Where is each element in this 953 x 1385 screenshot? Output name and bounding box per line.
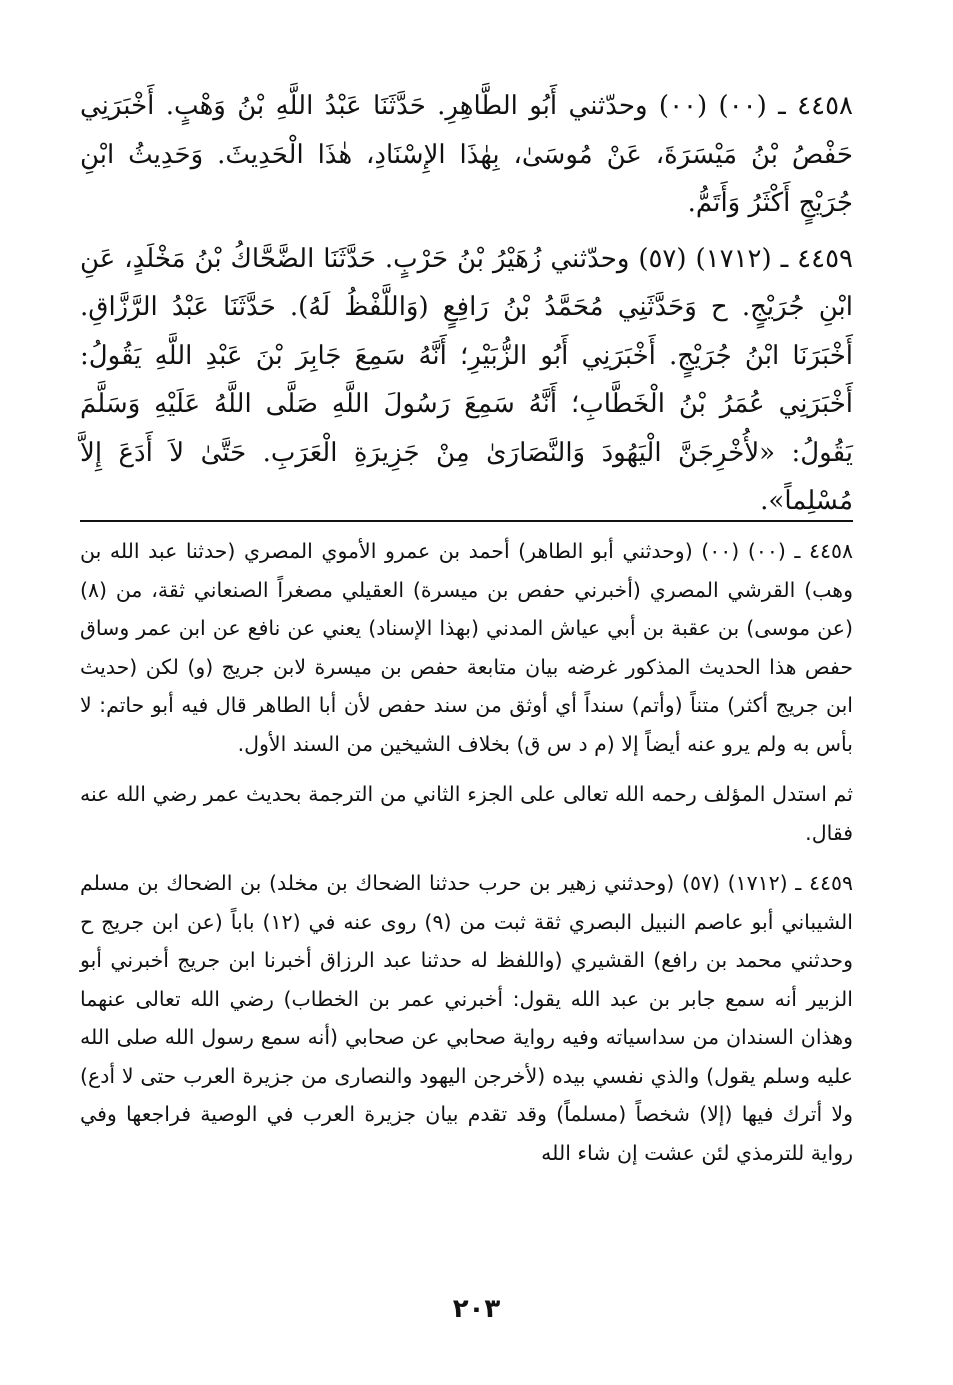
- hadith-paragraph-4458: ٤٤٥٨ ـ (٠٠) (٠٠) وحدّثني أَبُو الطَّاهِرِ. حَدَّثَنَا عَبْدُ اللَّهِ بْنُ وَهْبٍ. أَخْبَرَنِي حَفْصُ بْنُ مَيْسَرَةَ، عَنْ مُوسَىٰ، بِهٰذَا الإِسْنَادِ، هٰذَا الْحَدِيثَ. وَحَدِيثُ ابْنِ جُرَيْجٍ أَكْثَرُ وَأَتَمُّ.: [80, 91, 853, 218]
- commentary-paragraph-4459: ٤٤٥٩ ـ (١٧١٢) (٥٧) (وحدثني زهير بن حرب حدثنا الضحاك بن مخلد) بن الضحاك بن مسلم الشيباني أبو عاصم النبيل البصري ثقة ثبت من (٩) روى عنه في (١٢) باباً (عن ابن جريج ح وحدثني محمد بن رافع) القشيري (واللفظ له حدثنا عبد الرزاق أخبرنا ابن جريج أخبرني أبو الزبير أنه سمع جابر بن عبد الله يقول: أخبرني عمر بن الخطاب) رضي الله تعالى عنهما وهذان السندان من سداسياته وفيه رواية صحابي عن صحابي (أنه سمع رسول الله صلى الله عليه وسلم يقول) والذي نفسي بيده (لأخرجن اليهود والنصارى من جزيرة العرب حتى لا أدع) ولا أترك فيها (إلا) شخصاً (مسلماً) وقد تقدم بيان جزيرة العرب في الوصية فراجعها وفي رواية للترمذي لئن عشت إن شاء الله: [80, 871, 854, 1165]
- commentary-block: [80, 532, 853, 1184]
- commentary-paragraph-transition: ثم استدل المؤلف رحمه الله تعالى على الجزء الثاني من الترجمة بحديث عمر رضي الله عنه فقال.: [80, 782, 853, 845]
- commentary-paragraph-4458: ٤٤٥٨ ـ (٠٠) (٠٠) (وحدثني أبو الطاهر) أحمد بن عمرو الأموي المصري (حدثنا عبد الله بن وهب) القرشي المصري (أخبرني حفص بن ميسرة) العقيلي مصغراً الصنعاني ثقة، من (٨) (عن موسى) بن عقبة بن أبي عياش المدني (بهذا الإسناد) يعني عن نافع عن ابن عمر وساق حفص هذا الحديث المذكور غرضه بيان متابعة حفص بن ميسرة لابن جريج (و) لكن (حديث ابن جريج أكثر) متناً (وأتم) سنداً أي أوثق من سند حفص لأن أبا الطاهر قال فيه أبو حاتم: لا بأس به ولم يرو عنه أيضاً إلا (م د س ق) بخلاف الشيخين من السند الأول.: [80, 539, 853, 756]
- page-number: ٢٠٣: [452, 1294, 501, 1324]
- footnote-divider: [80, 520, 853, 522]
- hadith-paragraph-4459: ٤٤٥٩ ـ (١٧١٢) (٥٧) وحدّثني زُهَيْرُ بْنُ حَرْبٍ. حَدَّثَنَا الضَّحَّاكُ بْنُ مَخْلَدٍ، عَنِ ابْنِ جُرَيْجٍ. ح وَحَدَّثَنِي مُحَمَّدُ بْنُ رَافِعٍ (وَاللَّفْظُ لَهُ). حَدَّثَنَا عَبْدُ الرَّزَّاقِ. أَخْبَرَنَا ابْنُ جُرَيْجٍ. أَخْبَرَنِي أَبُو الزُّبَيْرِ؛ أَنَّهُ سَمِعَ جَابِرَ بْنَ عَبْدِ اللَّهِ يَقُولُ: أَخْبَرَنِي عُمَرُ بْنُ الْخَطَّابِ؛ أَنَّهُ سَمِعَ رَسُولَ اللَّهِ صَلَّى اللَّهُ عَلَيْهِ وَسَلَّمَ يَقُولُ: «لأُخْرِجَنَّ الْيَهُودَ وَالنَّصَارَىٰ مِنْ جَزِيرَةِ الْعَرَبِ. حَتَّىٰ لاَ أَدَعَ إِلاَّ مُسْلِماً».: [80, 243, 853, 516]
